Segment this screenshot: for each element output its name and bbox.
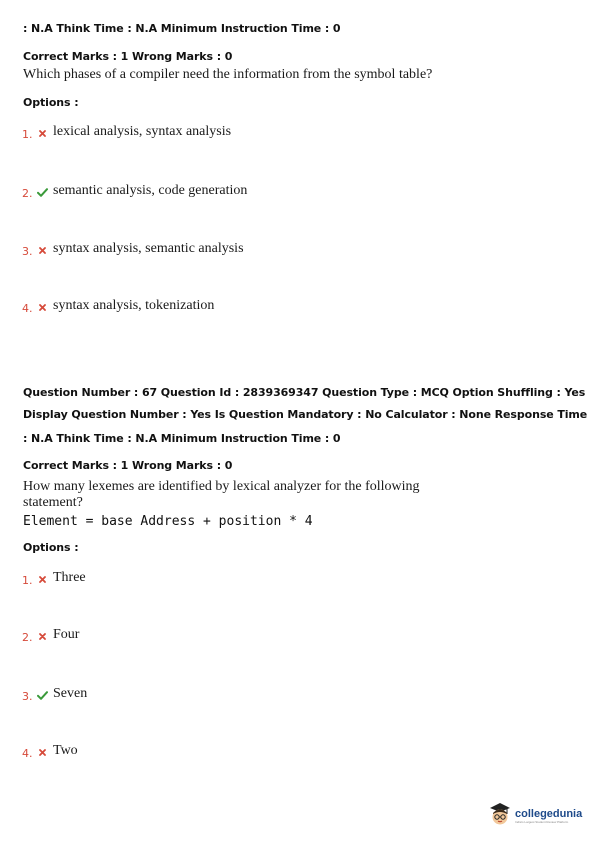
- option-item: [22, 123, 231, 141]
- option-number: 2.: [22, 187, 33, 200]
- option-text: semantic analysis, code generation: [53, 183, 248, 198]
- option-number: 4.: [22, 747, 33, 760]
- marks-info: Correct Marks : 1 Wrong Marks : 0: [23, 459, 233, 472]
- cross-icon: [36, 304, 48, 311]
- option-number: 1.: [22, 574, 33, 587]
- option-text: Three: [53, 570, 86, 585]
- option-item: [22, 569, 86, 587]
- option-number: 3.: [22, 690, 33, 703]
- cross-icon: [36, 633, 48, 640]
- marks-info: Correct Marks : 1 Wrong Marks : 0: [23, 50, 233, 63]
- check-icon: [36, 188, 48, 197]
- question-meta-time: : N.A Think Time : N.A Minimum Instruction Time : 0: [23, 432, 341, 445]
- option-text: syntax analysis, semantic analysis: [53, 241, 244, 256]
- option-item: [22, 626, 79, 644]
- check-icon: [36, 691, 48, 700]
- option-text: Seven: [53, 686, 88, 701]
- options-label: Options :: [23, 541, 79, 554]
- question-text: Which phases of a compiler need the information from the symbol table?: [23, 67, 433, 82]
- option-item: [22, 742, 78, 760]
- options-label: Options :: [23, 96, 79, 109]
- question-meta-time: : N.A Think Time : N.A Minimum Instruction Time : 0: [23, 22, 341, 35]
- mascot-icon: [488, 800, 512, 831]
- option-number: 4.: [22, 302, 33, 315]
- option-number: 2.: [22, 631, 33, 644]
- option-item: [22, 297, 214, 315]
- logo-tagline: India's Largest Student Review Platform: [515, 819, 569, 824]
- option-number: 3.: [22, 245, 33, 258]
- question-text: statement?: [23, 495, 83, 510]
- option-item: [22, 182, 247, 200]
- collegedunia-logo: [488, 800, 582, 831]
- cross-icon: [36, 749, 48, 756]
- cross-icon: [36, 247, 48, 254]
- option-text: Four: [53, 627, 80, 642]
- option-item: [22, 685, 87, 703]
- option-text: lexical analysis, syntax analysis: [53, 124, 232, 139]
- option-number: 1.: [22, 128, 33, 141]
- question-text: How many lexemes are identified by lexical analyzer for the following: [23, 479, 420, 494]
- code-statement: Element = base Address + position * 4: [23, 514, 313, 529]
- option-item: [22, 240, 244, 258]
- option-text: syntax analysis, tokenization: [53, 298, 215, 313]
- question-meta-line: Display Question Number : Yes Is Question Mandatory : No Calculator : None Response Time: [23, 408, 588, 421]
- logo-wordmark: collegedunia: [515, 807, 583, 820]
- question-meta-line: Question Number : 67 Question Id : 2839369347 Question Type : MCQ Option Shuffling : Yes: [23, 386, 586, 399]
- option-text: Two: [53, 743, 78, 758]
- cross-icon: [36, 130, 48, 137]
- cross-icon: [36, 576, 48, 583]
